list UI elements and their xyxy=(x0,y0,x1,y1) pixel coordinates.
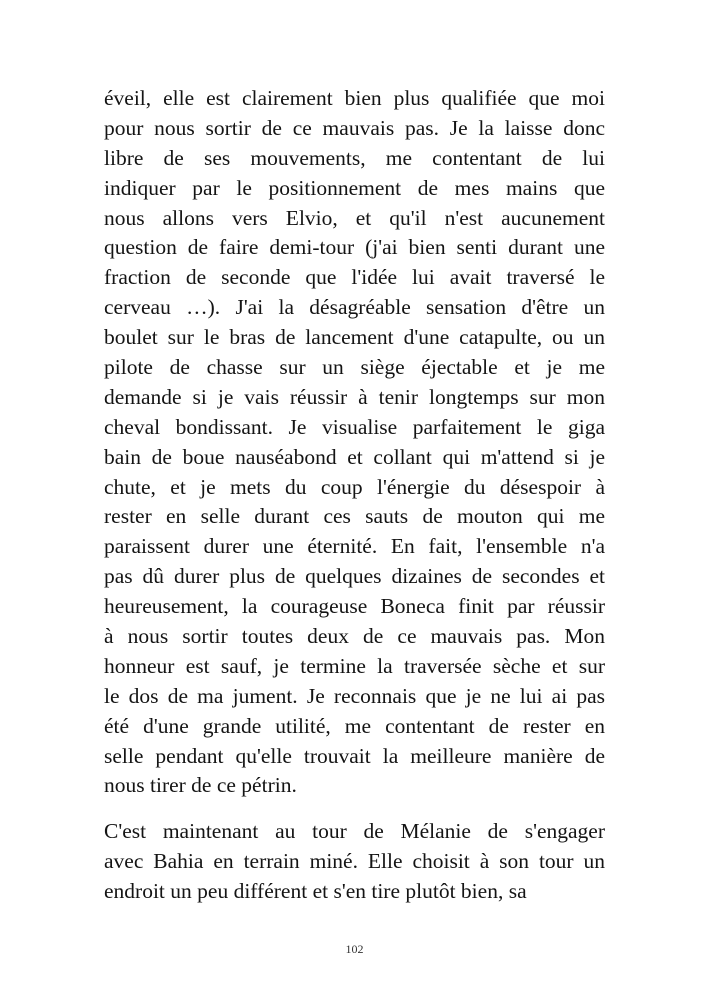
text-line: rester en selle durant ces sauts de mouton qui me xyxy=(104,504,605,529)
text-line: éveil, elle est clairement bien plus qualifiée que moi xyxy=(104,86,605,110)
text-line: question de faire demi-tour (j'ai bien senti durant une xyxy=(104,235,605,260)
text-line: honneur est sauf, je termine la traversée sèche et sur xyxy=(104,653,605,678)
text-line: nous tirer de ce pétrin. xyxy=(104,773,297,798)
text-line: demande si je vais réussir à tenir longtemps sur mon xyxy=(104,384,605,409)
text-line: selle pendant qu'elle trouvait la meilleure manière de xyxy=(104,743,605,768)
text-line: nous allons vers Elvio, et qu'il n'est aucunement xyxy=(104,205,605,230)
text-line: été d'une grande utilité, me contentant de rester en xyxy=(104,713,605,738)
text-line: C'est maintenant au tour de Mélanie de s'engager xyxy=(104,819,605,843)
text-line: chute, et je mets du coup l'énergie du désespoir à xyxy=(104,474,605,499)
text-line: endroit un peu différent et s'en tire plutôt bien, sa xyxy=(104,878,527,903)
text-line: fraction de seconde que l'idée lui avait traversé le xyxy=(104,265,605,290)
text-line: pour nous sortir de ce mauvais pas. Je la laisse donc xyxy=(104,115,605,140)
paragraph-2 xyxy=(104,817,605,907)
text-line: heureusement, la courageuse Boneca finit par réussir xyxy=(104,594,605,619)
text-line: le dos de ma jument. Je reconnais que je ne lui ai pas xyxy=(104,683,605,708)
text-line: à nous sortir toutes deux de ce mauvais pas. Mon xyxy=(104,624,605,649)
text-line: avec Bahia en terrain miné. Elle choisit à son tour un xyxy=(104,848,605,873)
text-line: boulet sur le bras de lancement d'une catapulte, ou un xyxy=(104,325,605,350)
text-line: paraissent durer une éternité. En fait, l'ensemble n'a xyxy=(104,534,605,559)
text-line: pilote de chasse sur un siège éjectable et je me xyxy=(104,355,605,380)
page-number: 102 xyxy=(345,942,364,956)
text-line: indiquer par le positionnement de mes mains que xyxy=(104,175,605,200)
text-line: libre de ses mouvements, me contentant de lui xyxy=(104,145,605,170)
text-line: bain de boue nauséabond et collant qui m'attend si je xyxy=(104,444,605,469)
text-line: cheval bondissant. Je visualise parfaitement le giga xyxy=(104,414,605,439)
paragraph-1 xyxy=(104,84,605,801)
text-line: pas dû durer plus de quelques dizaines de secondes et xyxy=(104,564,605,589)
text-line: cerveau …). J'ai la désagréable sensation d'être un xyxy=(104,295,605,320)
